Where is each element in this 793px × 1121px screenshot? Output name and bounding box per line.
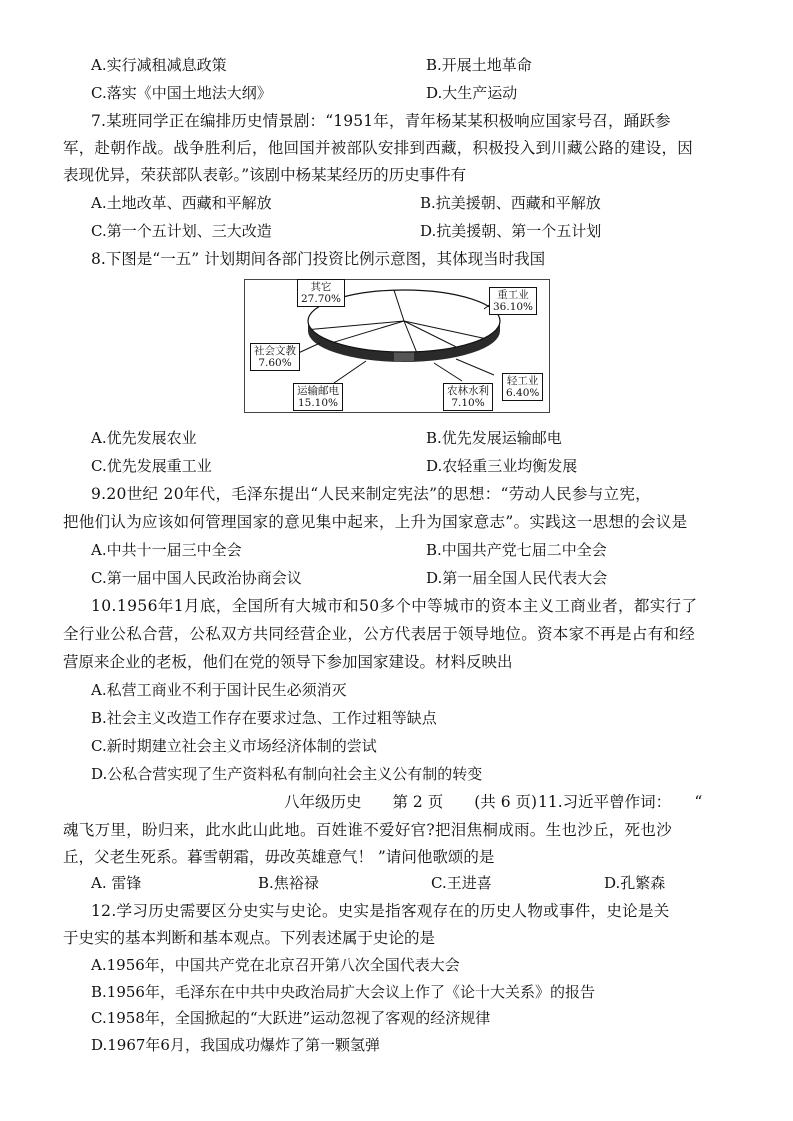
q11-stem-line2: 魂飞万里，盼归来，此水此山此地。百姓谁不爱好官?把泪焦桐成雨。生也沙丘，死也沙 [63,821,673,839]
pie-label-agri-name: 农林水利 [447,385,489,397]
q9-option-c: C.第一届中国人民政治协商会议 [91,569,302,587]
q12-option-b: B.1956年，毛泽东在中共中央政治局扩大会议上作了《论十大关系》的报告 [91,983,595,1001]
q12-option-a: A.1956年，中国共产党在北京召开第八次全国代表大会 [91,956,460,974]
pie-label-light-name: 轻工业 [506,375,539,387]
q11-option-b: B.焦裕禄 [258,874,319,892]
pie-label-light-value: 6.40% [506,387,540,399]
q9-stem-line1: 9.20世纪 20年代，毛泽东提出“人民来制定宪法”的思想：“劳动人民参与立宪， [91,485,651,503]
pie-side-highlight [394,351,414,362]
pie-label-heavy-name: 重工业 [497,289,529,301]
q12-option-c: C.1958年，全国掀起的“大跃进”运动忽视了客观的经济规律 [91,1009,491,1027]
page-footer: 八年级历史 第 2 页 (共 6 页) [284,793,538,811]
q10-stem-line3: 营原来企业的老板，他们在党的领导下参加国家建设。材料反映出 [63,653,513,671]
pie-label-agri-value: 7.10% [451,397,485,409]
q10-option-c: C.新时期建立社会主义市场经济体制的尝试 [91,737,377,755]
q7-option-a: A.土地改革、西藏和平解放 [91,194,272,212]
q8-option-b: B.优先发展运输邮电 [426,429,562,447]
q10-option-b: B.社会主义改造工作存在要求过急、工作过粗等缺点 [91,709,437,727]
q7-stem-line3: 表现优异，荣获部队表彰。”该剧中杨某某经历的历史事件有 [63,166,467,184]
q10-stem-line2: 全行业公私合营，公私双方共同经营企业，公方代表居于领导地位。资本家不再是占有和经 [63,625,696,643]
pie-label-other [297,279,345,307]
pie-label-heavy-value: 36.10% [493,301,534,313]
q8-stem: 8.下图是“一五” 计划期间各部门投资比例示意图，其体现当时我国 [91,250,546,268]
q10-stem-line1: 10.1956年1月底，全国所有大城市和50多个中等城市的资本主义工商业者，都实行了 [91,597,698,615]
pie-label-light [502,373,543,401]
pie-label-transport-value: 15.10% [297,397,339,409]
pie-label-other-name: 其它 [310,281,332,293]
q9-option-a: A.中共十一届三中全会 [91,541,242,559]
q9-option-b: B.中国共产党七届二中全会 [426,541,607,559]
q9-option-d: D.第一届全国人民代表大会 [426,569,608,587]
q11-option-c: C.王进喜 [431,874,492,892]
investment-pie-chart [244,279,550,413]
q10-option-d: D.公私合营实现了生产资料私有制向社会主义公有制的转变 [91,765,483,783]
q11-option-d: D.孔繁森 [604,874,666,892]
q7-option-c: C.第一个五计划、三大改造 [91,222,272,240]
pie-label-heavy [489,287,537,315]
q11-stem-line1: 11.习近平曾作词： “ [538,793,703,811]
prev-option-c: C.落实《中国土地法大纲》 [91,84,272,102]
q7-option-d: D.抗美援朝、第一个五计划 [420,222,602,240]
q8-option-a: A.优先发展农业 [91,429,197,447]
q11-option-a: A. 雷锋 [91,874,142,892]
pie-label-culture [250,343,300,371]
q7-stem-line2: 军，赴朝作战。战争胜利后，他回国并被部队安排到西藏，积极投入到川藏公路的建设，因 [63,139,694,157]
pie-label-culture-value: 7.60% [258,357,292,369]
prev-option-a: A.实行减租减息政策 [91,56,227,74]
q9-stem-line2: 把他们认为应该如何管理国家的意见集中起来，上升为国家意志”。实践这一思想的会议是 [63,513,688,531]
pie-label-agri [443,383,493,411]
q12-stem-line1: 12.学习历史需要区分史实与史论。史实是指客观存在的历史人物或事件，史论是关 [91,902,670,920]
q7-option-b: B.抗美援朝、西藏和平解放 [420,194,601,212]
q11-stem-line3: 丘，父老生死系。暮雪朝霜，毋改英雄意气！ ”请问他歌颂的是 [63,848,495,866]
q10-option-a: A.私营工商业不利于国计民生必须消灭 [91,681,347,699]
q12-stem-line2: 于史实的基本判断和基本观点。下列表述属于史论的是 [63,929,436,947]
prev-option-b: B.开展土地革命 [426,56,532,74]
q8-option-d: D.农轻重三业均衡发展 [426,457,578,475]
pie-label-transport [293,383,343,411]
q7-stem-line1: 7.某班同学正在编排历史情景剧：“1951年，青年杨某某积极响应国家号召，踊跃参 [91,112,671,130]
pie-label-culture-name: 社会文教 [254,345,296,357]
q8-option-c: C.优先发展重工业 [91,457,212,475]
prev-option-d: D.大生产运动 [426,84,518,102]
q12-option-d: D.1967年6月，我国成功爆炸了第一颗氢弹 [91,1036,380,1054]
pie-label-other-value: 27.70% [301,293,342,305]
pie-label-transport-name: 运输邮电 [297,385,339,397]
